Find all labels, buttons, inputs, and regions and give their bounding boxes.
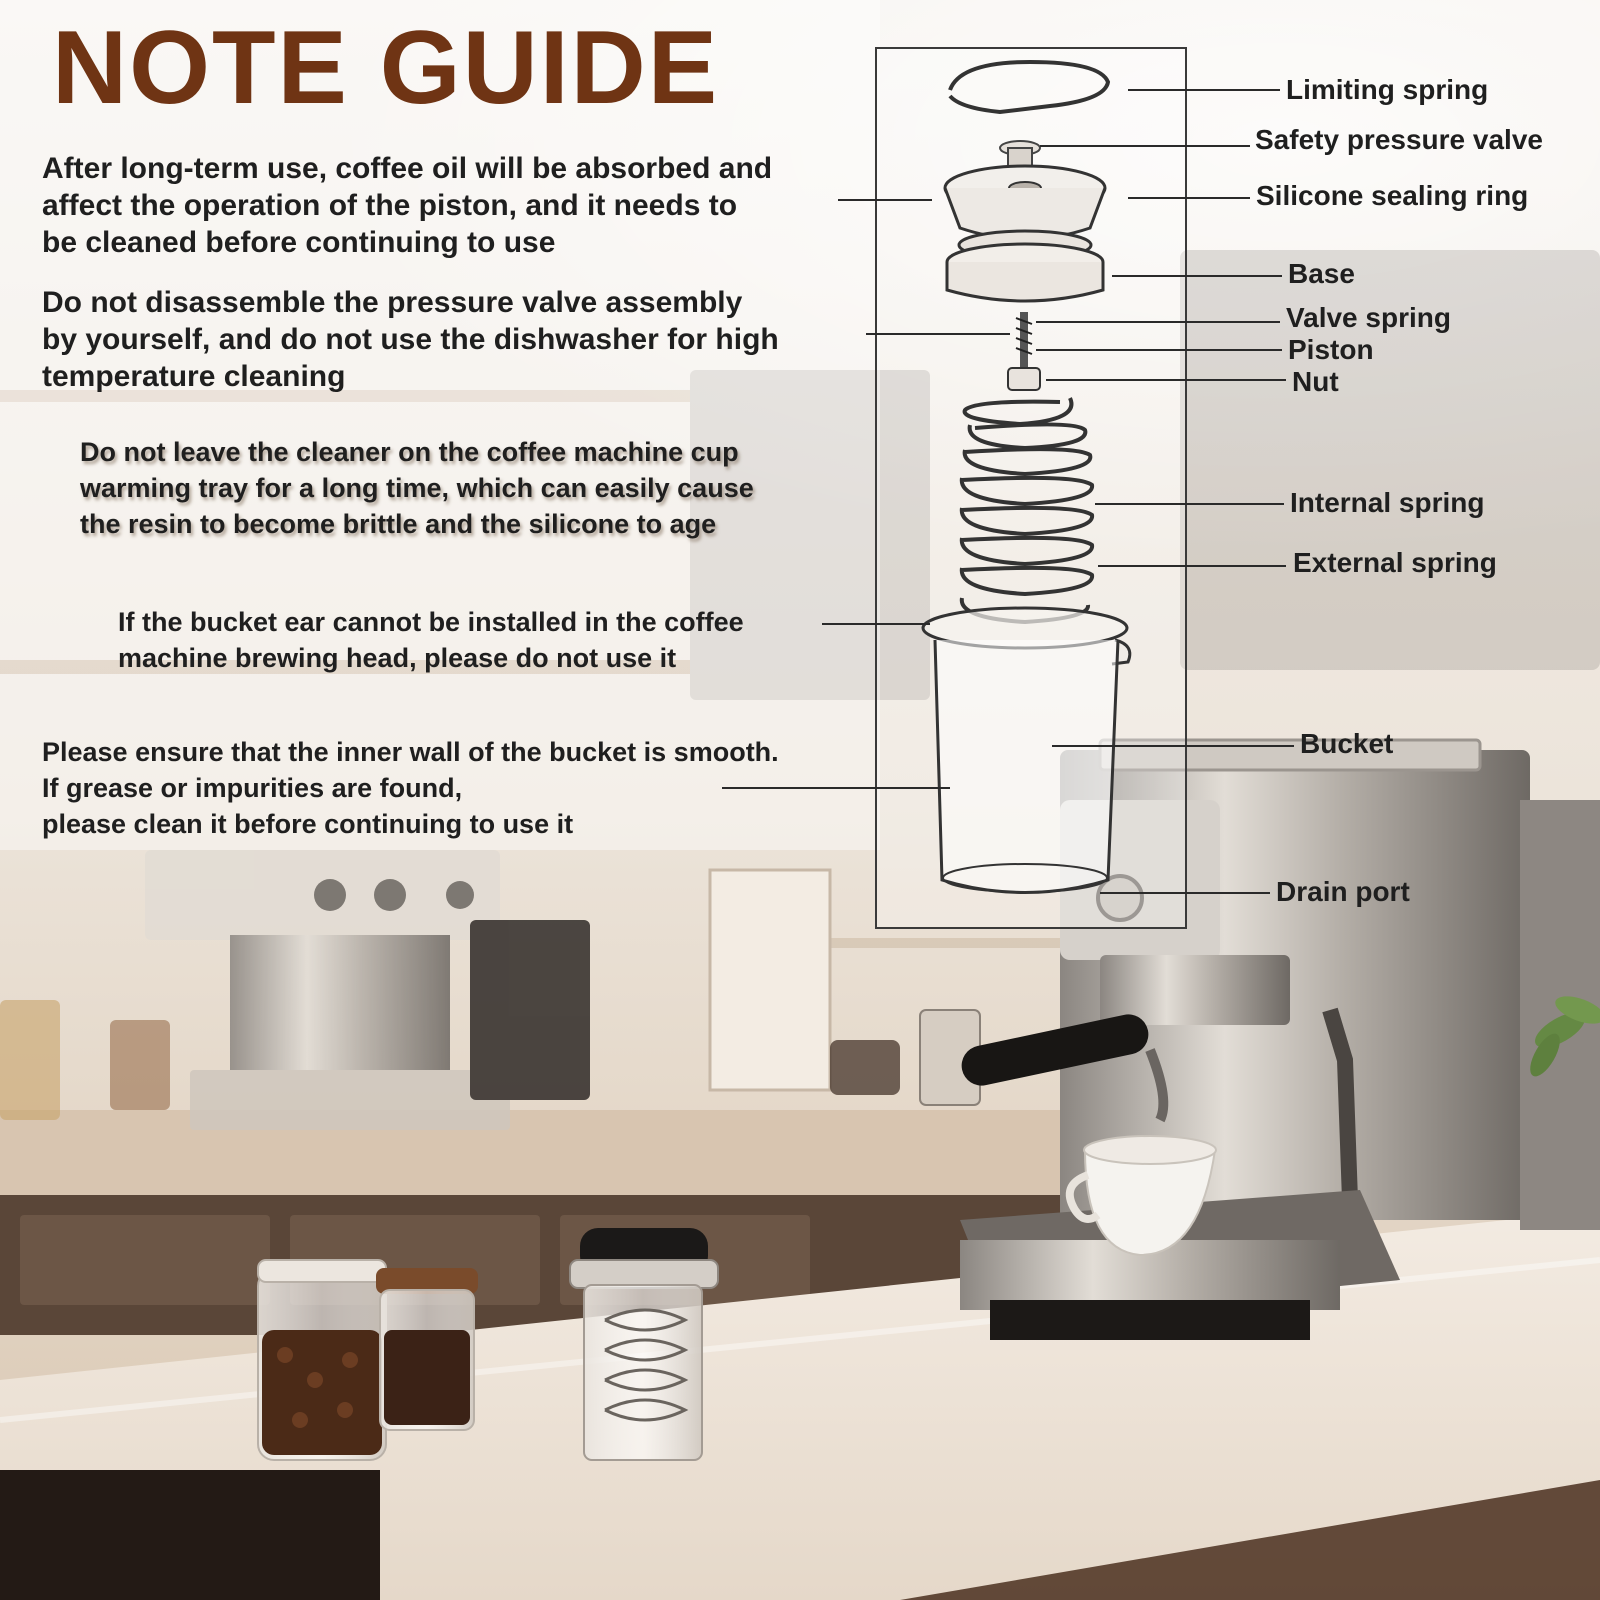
note-bucket-ear: If the bucket ear cannot be installed in the coffee machine brewing head, please do not use it <box>118 607 744 673</box>
back-counter-top <box>0 1110 1150 1200</box>
label-internal-spring: Internal spring <box>1290 487 1485 518</box>
label-bucket: Bucket <box>1300 728 1394 759</box>
menu-card <box>710 870 830 1090</box>
label-safety-pressure-valve: Safety pressure valve <box>1255 124 1543 155</box>
label-nut: Nut <box>1292 366 1339 397</box>
label-valve-spring: Valve spring <box>1286 302 1451 333</box>
label-limiting-spring: Limiting spring <box>1286 74 1489 105</box>
note-inner-wall: Please ensure that the inner wall of the bucket is smooth. If grease or impurities are found, please clean it before continuing to use it <box>42 737 779 839</box>
nut-part <box>1008 368 1040 390</box>
note-warming-tray: Do not leave the cleaner on the coffee machine cup warming tray for a long time, which can easily cause the resin to become brittle and the silicone to age <box>80 437 754 539</box>
label-silicone-sealing-ring: Silicone sealing ring <box>1256 180 1529 211</box>
page-title: NOTE GUIDE <box>52 10 720 126</box>
base-part <box>947 244 1103 301</box>
label-base: Base <box>1288 258 1355 289</box>
note-cleaning-piston: After long-term use, coffee oil will be absorbed and affect the operation of the piston, and it needs to be cleaned before continuing to use <box>42 152 773 259</box>
label-external-spring: External spring <box>1293 547 1497 578</box>
bucket-part <box>923 608 1130 893</box>
label-piston: Piston <box>1288 334 1374 365</box>
label-drain-port: Drain port <box>1276 876 1410 907</box>
coffee-bean-jar <box>258 1260 386 1460</box>
counter-edge <box>0 1470 380 1600</box>
cleaner-product <box>570 1228 718 1460</box>
ground-coffee-jar <box>376 1268 478 1430</box>
note-pressure-valve: Do not disassemble the pressure valve assembly by yourself, and do not use the dishwasher for high temperature cleaning <box>42 286 779 393</box>
